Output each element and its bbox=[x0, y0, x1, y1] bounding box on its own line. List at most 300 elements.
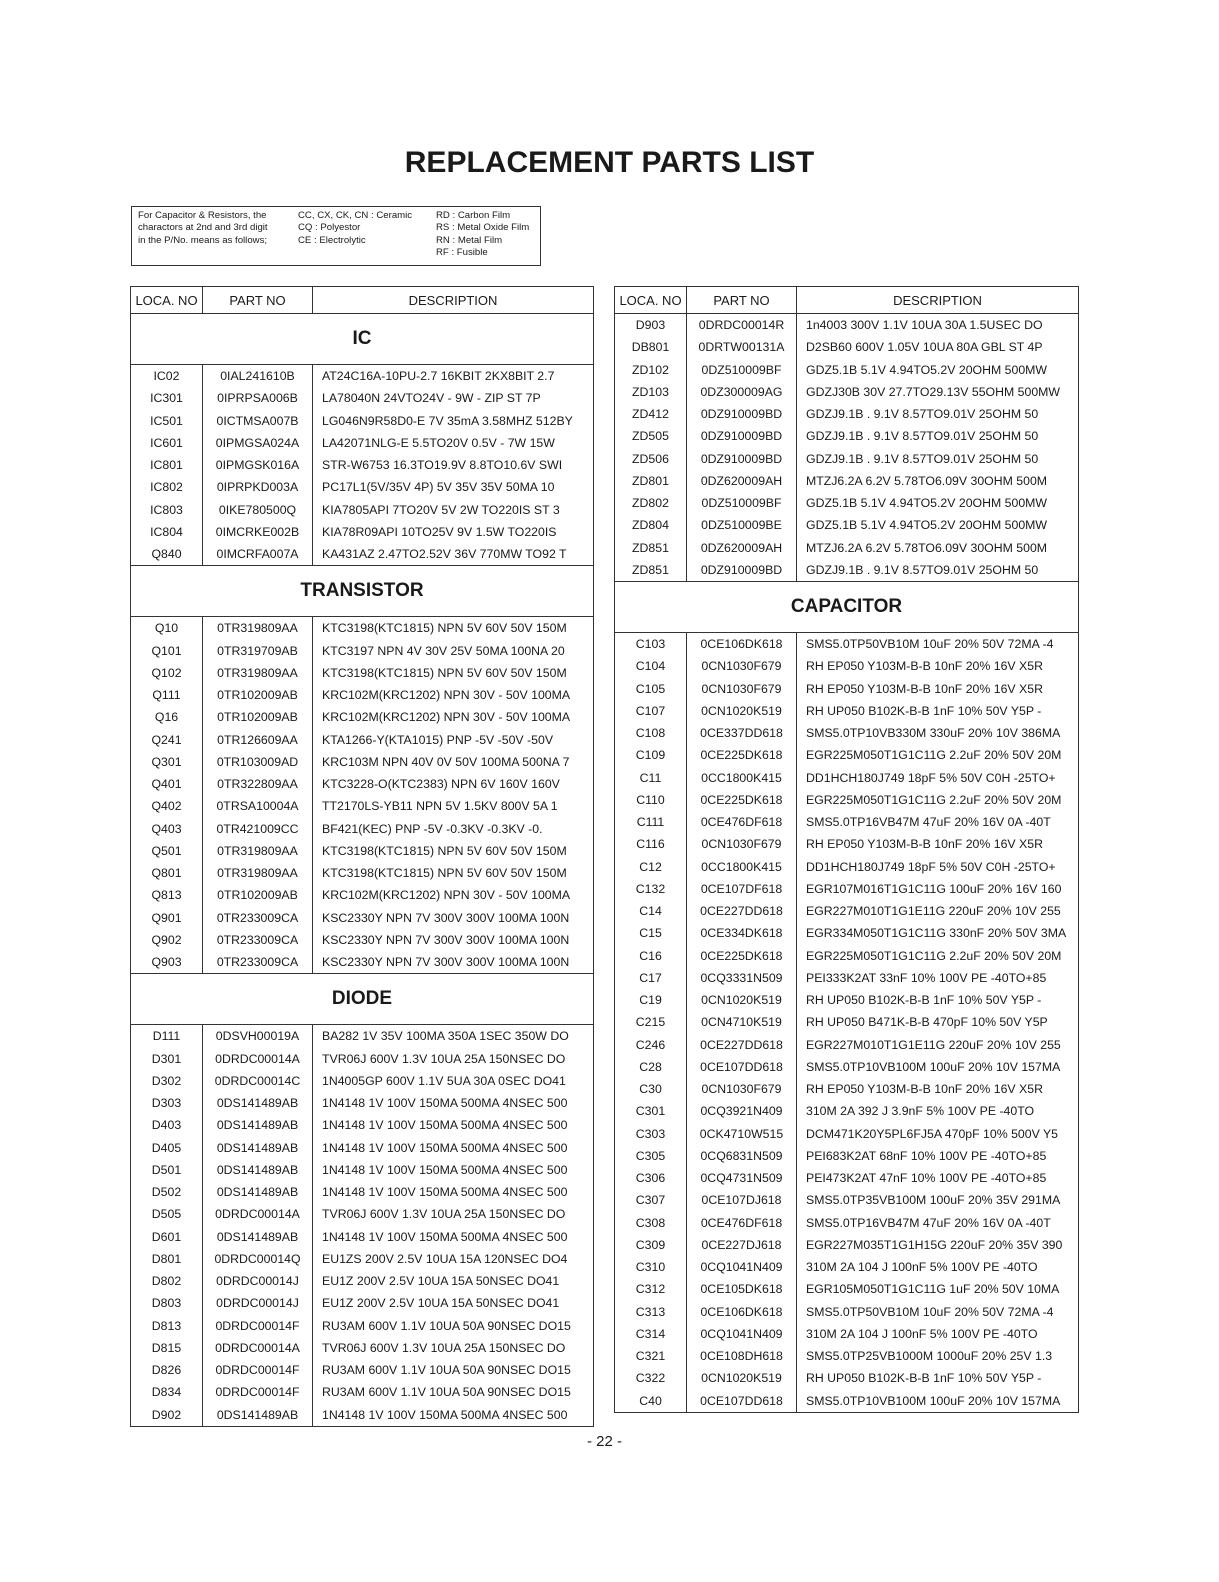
loca-no-cell: C215 bbox=[615, 1011, 687, 1033]
legend-line: For Capacitor & Resistors, the bbox=[138, 210, 267, 221]
table-row bbox=[615, 1167, 1079, 1189]
table-row bbox=[615, 833, 1079, 855]
loca-no-cell: C111 bbox=[615, 811, 687, 833]
loca-no-cell: C306 bbox=[615, 1167, 687, 1189]
table-row bbox=[131, 1337, 594, 1359]
description-cell: MTZJ6.2A 6.2V 5.78TO6.09V 30OHM 500M bbox=[797, 470, 1079, 492]
header-loca-no: LOCA. NO bbox=[615, 287, 687, 314]
part-no-cell: 0DS141489AB bbox=[203, 1404, 313, 1427]
part-no-cell: 0DRDC00014Q bbox=[203, 1248, 313, 1270]
table-row bbox=[615, 1100, 1079, 1122]
table-row bbox=[131, 1404, 594, 1427]
table-row bbox=[615, 314, 1079, 337]
loca-no-cell: D815 bbox=[131, 1337, 203, 1359]
description-cell: KSC2330Y NPN 7V 300V 300V 100MA 100N bbox=[313, 907, 594, 929]
legend-line: charactors at 2nd and 3rd digit bbox=[138, 222, 268, 234]
loca-no-cell: C12 bbox=[615, 856, 687, 878]
table-row bbox=[615, 492, 1079, 514]
loca-no-cell: IC802 bbox=[131, 476, 203, 498]
part-no-cell: 0CN1030F679 bbox=[687, 655, 797, 677]
description-cell: SMS5.0TP16VB47M 47uF 20% 16V 0A -40T bbox=[797, 811, 1079, 833]
part-no-cell: 0TR319809AA bbox=[203, 662, 313, 684]
part-no-cell: 0DS141489AB bbox=[203, 1114, 313, 1136]
table-row bbox=[131, 1270, 594, 1292]
description-cell: BA282 1V 35V 100MA 350A 1SEC 350W DO bbox=[313, 1025, 594, 1048]
loca-no-cell: C322 bbox=[615, 1367, 687, 1389]
table-row bbox=[615, 655, 1079, 677]
table-row bbox=[131, 1070, 594, 1092]
description-cell: KTC3228-O(KTC2383) NPN 6V 160V 160V bbox=[313, 773, 594, 795]
table-row bbox=[615, 403, 1079, 425]
table-row bbox=[131, 1292, 594, 1314]
description-cell: SMS5.0TP35VB100M 100uF 20% 35V 291MA bbox=[797, 1189, 1079, 1211]
loca-no-cell: Q403 bbox=[131, 818, 203, 840]
table-row bbox=[615, 1234, 1079, 1256]
part-no-cell: 0TR319709AB bbox=[203, 640, 313, 662]
description-cell: GDZJ9.1B . 9.1V 8.57TO9.01V 25OHM 50 bbox=[797, 559, 1079, 582]
loca-no-cell: D834 bbox=[131, 1381, 203, 1403]
table-row bbox=[131, 432, 594, 454]
loca-no-cell: C303 bbox=[615, 1123, 687, 1145]
loca-no-cell: Q16 bbox=[131, 706, 203, 728]
loca-no-cell: Q901 bbox=[131, 907, 203, 929]
loca-no-cell: IC501 bbox=[131, 410, 203, 432]
loca-no-cell: D903 bbox=[615, 314, 687, 337]
loca-no-cell: C310 bbox=[615, 1256, 687, 1278]
part-no-cell: 0IMCRKE002B bbox=[203, 521, 313, 543]
loca-no-cell: IC601 bbox=[131, 432, 203, 454]
table-row bbox=[615, 514, 1079, 536]
table-row bbox=[615, 425, 1079, 447]
description-cell: D2SB60 600V 1.05V 10UA 80A GBL ST 4P bbox=[797, 336, 1079, 358]
loca-no-cell: IC301 bbox=[131, 387, 203, 409]
loca-no-cell: D902 bbox=[131, 1404, 203, 1427]
table-row bbox=[131, 1315, 594, 1337]
description-cell: 1N4148 1V 100V 150MA 500MA 4NSEC 500 bbox=[313, 1226, 594, 1248]
table-row bbox=[615, 1301, 1079, 1323]
loca-no-cell: C109 bbox=[615, 744, 687, 766]
table-row bbox=[131, 1092, 594, 1114]
table-row bbox=[615, 878, 1079, 900]
description-cell: EU1ZS 200V 2.5V 10UA 15A 120NSEC DO4 bbox=[313, 1248, 594, 1270]
part-no-cell: 0CE227DD618 bbox=[687, 1034, 797, 1056]
legend-column-resistor-types bbox=[436, 210, 529, 260]
part-no-cell: 0IPRPKD003A bbox=[203, 476, 313, 498]
part-no-cell: 0TR233009CA bbox=[203, 929, 313, 951]
description-cell: EU1Z 200V 2.5V 10UA 15A 50NSEC DO41 bbox=[313, 1270, 594, 1292]
table-row bbox=[615, 722, 1079, 744]
header-part-no: PART NO bbox=[687, 287, 797, 314]
table-row bbox=[131, 1359, 594, 1381]
table-row bbox=[131, 543, 594, 566]
part-no-cell: 0CE108DH618 bbox=[687, 1345, 797, 1367]
section-header-row bbox=[131, 974, 594, 1025]
table-row bbox=[615, 336, 1079, 358]
description-cell: RH EP050 Y103M-B-B 10nF 20% 16V X5R bbox=[797, 655, 1079, 677]
loca-no-cell: C14 bbox=[615, 900, 687, 922]
part-no-cell: 0DZ910009BD bbox=[687, 425, 797, 447]
part-no-cell: 0DZ910009BD bbox=[687, 448, 797, 470]
loca-no-cell: Q102 bbox=[131, 662, 203, 684]
loca-no-cell: C40 bbox=[615, 1390, 687, 1413]
part-no-cell: 0DSVH00019A bbox=[203, 1025, 313, 1048]
loca-no-cell: ZD505 bbox=[615, 425, 687, 447]
description-cell: 1N4148 1V 100V 150MA 500MA 4NSEC 500 bbox=[313, 1092, 594, 1114]
table-row bbox=[131, 1248, 594, 1270]
loca-no-cell: D505 bbox=[131, 1203, 203, 1225]
part-no-cell: 0CN4710K519 bbox=[687, 1011, 797, 1033]
table-header-row bbox=[131, 287, 594, 314]
description-cell: EGR225M050T1G1C11G 2.2uF 20% 50V 20M bbox=[797, 945, 1079, 967]
description-cell: KRC102M(KRC1202) NPN 30V - 50V 100MA bbox=[313, 706, 594, 728]
loca-no-cell: C105 bbox=[615, 678, 687, 700]
loca-no-cell: Q10 bbox=[131, 617, 203, 640]
loca-no-cell: D303 bbox=[131, 1092, 203, 1114]
loca-no-cell: IC804 bbox=[131, 521, 203, 543]
legend-line: RD : Carbon Film bbox=[436, 210, 511, 221]
part-no-cell: 0IPRPSA006B bbox=[203, 387, 313, 409]
loca-no-cell: ZD851 bbox=[615, 559, 687, 582]
loca-no-cell: D601 bbox=[131, 1226, 203, 1248]
table-row bbox=[615, 559, 1079, 582]
loca-no-cell: DB801 bbox=[615, 336, 687, 358]
description-cell: SMS5.0TP25VB1000M 1000uF 20% 25V 1.3 bbox=[797, 1345, 1079, 1367]
legend-line: CQ : Polyestor bbox=[298, 222, 361, 234]
part-no-cell: 0DRDC00014J bbox=[203, 1292, 313, 1314]
description-cell: DD1HCH180J749 18pF 5% 50V C0H -25TO+ bbox=[797, 767, 1079, 789]
table-row bbox=[615, 856, 1079, 878]
table-row bbox=[131, 907, 594, 929]
loca-no-cell: C321 bbox=[615, 1345, 687, 1367]
part-no-cell: 0TR319809AA bbox=[203, 862, 313, 884]
section-title: DIODE bbox=[131, 974, 594, 1025]
part-no-cell: 0TR319809AA bbox=[203, 617, 313, 640]
description-cell: RH UP050 B102K-B-B 1nF 10% 50V Y5P - bbox=[797, 700, 1079, 722]
table-row bbox=[131, 1025, 594, 1048]
part-no-cell: 0CE107DD618 bbox=[687, 1390, 797, 1413]
table-row bbox=[615, 1078, 1079, 1100]
part-no-cell: 0CQ4731N509 bbox=[687, 1167, 797, 1189]
description-cell: 310M 2A 392 J 3.9nF 5% 100V PE -40TO bbox=[797, 1100, 1079, 1122]
part-no-cell: 0TRSA10004A bbox=[203, 795, 313, 817]
loca-no-cell: D111 bbox=[131, 1025, 203, 1048]
loca-no-cell: C110 bbox=[615, 789, 687, 811]
legend-column-capacitor-types bbox=[298, 210, 412, 247]
part-no-cell: 0CC1800K415 bbox=[687, 767, 797, 789]
table-row bbox=[615, 633, 1079, 656]
description-cell: TVR06J 600V 1.3V 10UA 25A 150NSEC DO bbox=[313, 1203, 594, 1225]
part-no-cell: 0DS141489AB bbox=[203, 1159, 313, 1181]
header-loca-no: LOCA. NO bbox=[131, 287, 203, 314]
loca-no-cell: C108 bbox=[615, 722, 687, 744]
section-title: TRANSISTOR bbox=[131, 566, 594, 617]
loca-no-cell: D301 bbox=[131, 1048, 203, 1070]
header-description: DESCRIPTION bbox=[797, 287, 1079, 314]
part-no-cell: 0TR421009CC bbox=[203, 818, 313, 840]
loca-no-cell: C116 bbox=[615, 833, 687, 855]
loca-no-cell: C305 bbox=[615, 1145, 687, 1167]
description-cell: TVR06J 600V 1.3V 10UA 25A 150NSEC DO bbox=[313, 1048, 594, 1070]
loca-no-cell: ZD802 bbox=[615, 492, 687, 514]
description-cell: EU1Z 200V 2.5V 10UA 15A 50NSEC DO41 bbox=[313, 1292, 594, 1314]
table-row bbox=[131, 729, 594, 751]
table-row bbox=[615, 537, 1079, 559]
loca-no-cell: ZD103 bbox=[615, 381, 687, 403]
description-cell: RU3AM 600V 1.1V 10UA 50A 90NSEC DO15 bbox=[313, 1315, 594, 1337]
part-no-cell: 0DRDC00014A bbox=[203, 1048, 313, 1070]
part-no-cell: 0DZ510009BF bbox=[687, 492, 797, 514]
parts-table-left-body bbox=[131, 314, 594, 1427]
table-row bbox=[131, 521, 594, 543]
description-cell: KRC102M(KRC1202) NPN 30V - 50V 100MA bbox=[313, 884, 594, 906]
loca-no-cell: ZD102 bbox=[615, 359, 687, 381]
header-description: DESCRIPTION bbox=[313, 287, 594, 314]
description-cell: RH UP050 B102K-B-B 1nF 10% 50V Y5P - bbox=[797, 989, 1079, 1011]
legend-column-intro bbox=[138, 210, 268, 247]
table-row bbox=[131, 499, 594, 521]
part-no-cell: 0CE225DK618 bbox=[687, 744, 797, 766]
part-no-cell: 0TR322809AA bbox=[203, 773, 313, 795]
table-row bbox=[131, 1226, 594, 1248]
legend-line: CE : Electrolytic bbox=[298, 234, 366, 246]
description-cell: GDZJ30B 30V 27.7TO29.13V 55OHM 500MW bbox=[797, 381, 1079, 403]
table-row bbox=[131, 1203, 594, 1225]
page-number: - 22 - bbox=[586, 1433, 622, 1450]
part-no-cell: 0DS141489AB bbox=[203, 1181, 313, 1203]
description-cell: GDZ5.1B 5.1V 4.94TO5.2V 20OHM 500MW bbox=[797, 359, 1079, 381]
table-row bbox=[615, 448, 1079, 470]
table-row bbox=[615, 1278, 1079, 1300]
loca-no-cell: IC801 bbox=[131, 454, 203, 476]
table-row bbox=[615, 1145, 1079, 1167]
parts-table-left bbox=[130, 286, 594, 1427]
description-cell: TT2170LS-YB11 NPN 5V 1.5KV 800V 5A 1 bbox=[313, 795, 594, 817]
loca-no-cell: C104 bbox=[615, 655, 687, 677]
table-row bbox=[131, 476, 594, 498]
description-cell: GDZJ9.1B . 9.1V 8.57TO9.01V 25OHM 50 bbox=[797, 425, 1079, 447]
table-row bbox=[131, 640, 594, 662]
table-row bbox=[615, 1212, 1079, 1234]
description-cell: KRC102M(KRC1202) NPN 30V - 50V 100MA bbox=[313, 684, 594, 706]
description-cell: KTA1266-Y(KTA1015) PNP -5V -50V -50V bbox=[313, 729, 594, 751]
description-cell: RU3AM 600V 1.1V 10UA 50A 90NSEC DO15 bbox=[313, 1381, 594, 1403]
section-title: CAPACITOR bbox=[615, 582, 1079, 633]
table-row bbox=[131, 662, 594, 684]
table-row bbox=[131, 884, 594, 906]
table-row bbox=[131, 387, 594, 409]
loca-no-cell: Q111 bbox=[131, 684, 203, 706]
table-row bbox=[615, 945, 1079, 967]
table-row bbox=[615, 1056, 1079, 1078]
table-row bbox=[131, 1048, 594, 1070]
part-no-cell: 0CE225DK618 bbox=[687, 789, 797, 811]
description-cell: 1N4148 1V 100V 150MA 500MA 4NSEC 500 bbox=[313, 1404, 594, 1427]
description-cell: 1N4148 1V 100V 150MA 500MA 4NSEC 500 bbox=[313, 1137, 594, 1159]
table-row bbox=[615, 811, 1079, 833]
description-cell: GDZJ9.1B . 9.1V 8.57TO9.01V 25OHM 50 bbox=[797, 403, 1079, 425]
table-row bbox=[131, 840, 594, 862]
loca-no-cell: D826 bbox=[131, 1359, 203, 1381]
description-cell: KA431AZ 2.47TO2.52V 36V 770MW TO92 T bbox=[313, 543, 594, 566]
legend-line: CC, CX, CK, CN : Ceramic bbox=[298, 210, 413, 221]
loca-no-cell: Q402 bbox=[131, 795, 203, 817]
parts-table-right-body bbox=[615, 314, 1079, 1413]
loca-no-cell: C11 bbox=[615, 767, 687, 789]
table-row bbox=[615, 1189, 1079, 1211]
description-cell: LG046N9R58D0-E 7V 35mA 3.58MHZ 512BY bbox=[313, 410, 594, 432]
table-row bbox=[615, 767, 1079, 789]
loca-no-cell: C17 bbox=[615, 967, 687, 989]
description-cell: EGR105M050T1G1C11G 1uF 20% 50V 10MA bbox=[797, 1278, 1079, 1300]
table-row bbox=[615, 678, 1079, 700]
loca-no-cell: C15 bbox=[615, 922, 687, 944]
loca-no-cell: IC803 bbox=[131, 499, 203, 521]
description-cell: 1N4148 1V 100V 150MA 500MA 4NSEC 500 bbox=[313, 1159, 594, 1181]
part-no-cell: 0CE337DD618 bbox=[687, 722, 797, 744]
part-no-cell: 0DRDC00014F bbox=[203, 1359, 313, 1381]
part-no-cell: 0DRDC00014J bbox=[203, 1270, 313, 1292]
table-row bbox=[615, 1390, 1079, 1413]
part-no-cell: 0TR103009AD bbox=[203, 751, 313, 773]
description-cell: DCM471K20Y5PL6FJ5A 470pF 10% 500V Y5 bbox=[797, 1123, 1079, 1145]
part-no-cell: 0IKE780500Q bbox=[203, 499, 313, 521]
part-no-cell: 0DZ620009AH bbox=[687, 470, 797, 492]
description-cell: RH UP050 B102K-B-B 1nF 10% 50V Y5P - bbox=[797, 1367, 1079, 1389]
table-row bbox=[131, 454, 594, 476]
part-no-cell: 0CE476DF618 bbox=[687, 1212, 797, 1234]
description-cell: KSC2330Y NPN 7V 300V 300V 100MA 100N bbox=[313, 929, 594, 951]
part-no-cell: 0IPMGSK016A bbox=[203, 454, 313, 476]
loca-no-cell: D802 bbox=[131, 1270, 203, 1292]
description-cell: STR-W6753 16.3TO19.9V 8.8TO10.6V SWI bbox=[313, 454, 594, 476]
part-no-cell: 0DS141489AB bbox=[203, 1137, 313, 1159]
part-no-cell: 0CQ3921N409 bbox=[687, 1100, 797, 1122]
table-row bbox=[131, 410, 594, 432]
part-no-cell: 0CE227DD618 bbox=[687, 900, 797, 922]
table-row bbox=[131, 773, 594, 795]
table-header-row bbox=[615, 287, 1079, 314]
description-cell: SMS5.0TP50VB10M 10uF 20% 50V 72MA -4 bbox=[797, 1301, 1079, 1323]
table-row bbox=[615, 967, 1079, 989]
part-no-cell: 0TR102009AB bbox=[203, 706, 313, 728]
loca-no-cell: D403 bbox=[131, 1114, 203, 1136]
description-cell: RU3AM 600V 1.1V 10UA 50A 90NSEC DO15 bbox=[313, 1359, 594, 1381]
part-no-cell: 0DS141489AB bbox=[203, 1226, 313, 1248]
table-row bbox=[615, 900, 1079, 922]
parts-table-right bbox=[614, 286, 1079, 1413]
description-cell: 1N4005GP 600V 1.1V 5UA 30A 0SEC DO41 bbox=[313, 1070, 594, 1092]
part-no-cell: 0DRDC00014F bbox=[203, 1381, 313, 1403]
table-row bbox=[615, 989, 1079, 1011]
loca-no-cell: C307 bbox=[615, 1189, 687, 1211]
description-cell: KTC3198(KTC1815) NPN 5V 60V 50V 150M bbox=[313, 617, 594, 640]
part-no-cell: 0CE225DK618 bbox=[687, 945, 797, 967]
loca-no-cell: ZD506 bbox=[615, 448, 687, 470]
description-cell: 1n4003 300V 1.1V 10UA 30A 1.5USEC DO bbox=[797, 314, 1079, 337]
description-cell: RH EP050 Y103M-B-B 10nF 20% 16V X5R bbox=[797, 678, 1079, 700]
loca-no-cell: Q840 bbox=[131, 543, 203, 566]
loca-no-cell: C30 bbox=[615, 1078, 687, 1100]
loca-no-cell: D502 bbox=[131, 1181, 203, 1203]
table-row bbox=[615, 744, 1079, 766]
part-no-cell: 0DRDC00014A bbox=[203, 1337, 313, 1359]
part-no-cell: 0IAL241610B bbox=[203, 365, 313, 388]
table-row bbox=[615, 1345, 1079, 1367]
section-header-row bbox=[615, 582, 1079, 633]
part-no-cell: 0DS141489AB bbox=[203, 1092, 313, 1114]
legend-line: in the P/No. means as follows; bbox=[138, 234, 268, 246]
loca-no-cell: C103 bbox=[615, 633, 687, 656]
table-row bbox=[615, 700, 1079, 722]
loca-no-cell: Q241 bbox=[131, 729, 203, 751]
loca-no-cell: C16 bbox=[615, 945, 687, 967]
part-no-cell: 0CE106DK618 bbox=[687, 1301, 797, 1323]
description-cell: EGR227M010T1G1E11G 220uF 20% 10V 255 bbox=[797, 900, 1079, 922]
table-row bbox=[615, 789, 1079, 811]
part-no-cell: 0CN1030F679 bbox=[687, 833, 797, 855]
description-cell: 310M 2A 104 J 100nF 5% 100V PE -40TO bbox=[797, 1323, 1079, 1345]
loca-no-cell: Q501 bbox=[131, 840, 203, 862]
description-cell: DD1HCH180J749 18pF 5% 50V C0H -25TO+ bbox=[797, 856, 1079, 878]
part-no-cell: 0CQ1041N409 bbox=[687, 1323, 797, 1345]
part-no-cell: 0DZ910009BD bbox=[687, 559, 797, 582]
description-cell: KRC103M NPN 40V 0V 50V 100MA 500NA 7 bbox=[313, 751, 594, 773]
loca-no-cell: ZD851 bbox=[615, 537, 687, 559]
description-cell: SMS5.0TP50VB10M 10uF 20% 50V 72MA -4 bbox=[797, 633, 1079, 656]
description-cell: LA78040N 24VTO24V - 9W - ZIP ST 7P bbox=[313, 387, 594, 409]
loca-no-cell: C313 bbox=[615, 1301, 687, 1323]
description-cell: KIA78R09API 10TO25V 9V 1.5W TO220IS bbox=[313, 521, 594, 543]
description-cell: GDZJ9.1B . 9.1V 8.57TO9.01V 25OHM 50 bbox=[797, 448, 1079, 470]
description-cell: GDZ5.1B 5.1V 4.94TO5.2V 20OHM 500MW bbox=[797, 514, 1079, 536]
description-cell: SMS5.0TP10VB100M 100uF 20% 10V 157MA bbox=[797, 1390, 1079, 1413]
description-cell: SMS5.0TP10VB100M 100uF 20% 10V 157MA bbox=[797, 1056, 1079, 1078]
description-cell: KIA7805API 7TO20V 5V 2W TO220IS ST 3 bbox=[313, 499, 594, 521]
description-cell: KTC3198(KTC1815) NPN 5V 60V 50V 150M bbox=[313, 662, 594, 684]
description-cell: KSC2330Y NPN 7V 300V 300V 100MA 100N bbox=[313, 951, 594, 974]
header-part-no: PART NO bbox=[203, 287, 313, 314]
description-cell: 1N4148 1V 100V 150MA 500MA 4NSEC 500 bbox=[313, 1181, 594, 1203]
table-row bbox=[131, 706, 594, 728]
table-row bbox=[615, 470, 1079, 492]
part-no-cell: 0TR102009AB bbox=[203, 884, 313, 906]
description-cell: EGR227M035T1G1H15G 220uF 20% 35V 390 bbox=[797, 1234, 1079, 1256]
loca-no-cell: IC02 bbox=[131, 365, 203, 388]
description-cell: EGR225M050T1G1C11G 2.2uF 20% 50V 20M bbox=[797, 789, 1079, 811]
loca-no-cell: C19 bbox=[615, 989, 687, 1011]
table-row bbox=[615, 1256, 1079, 1278]
description-cell: PEI683K2AT 68nF 10% 100V PE -40TO+85 bbox=[797, 1145, 1079, 1167]
table-row bbox=[131, 1159, 594, 1181]
table-row bbox=[615, 359, 1079, 381]
part-no-cell: 0CE107DJ618 bbox=[687, 1189, 797, 1211]
loca-no-cell: Q401 bbox=[131, 773, 203, 795]
table-row bbox=[131, 1181, 594, 1203]
part-no-cell: 0IMCRFA007A bbox=[203, 543, 313, 566]
part-no-cell: 0ICTMSA007B bbox=[203, 410, 313, 432]
loca-no-cell: Q813 bbox=[131, 884, 203, 906]
legend-line: RS : Metal Oxide Film bbox=[436, 222, 530, 234]
description-cell: RH EP050 Y103M-B-B 10nF 20% 16V X5R bbox=[797, 1078, 1079, 1100]
description-cell: LA42071NLG-E 5.5TO20V 0.5V - 7W 15W bbox=[313, 432, 594, 454]
table-row bbox=[131, 617, 594, 640]
part-no-cell: 0TR319809AA bbox=[203, 840, 313, 862]
section-header-row bbox=[131, 314, 594, 365]
table-row bbox=[615, 1367, 1079, 1389]
table-row bbox=[131, 795, 594, 817]
part-no-cell: 0DRDC00014R bbox=[687, 314, 797, 337]
loca-no-cell: C314 bbox=[615, 1323, 687, 1345]
